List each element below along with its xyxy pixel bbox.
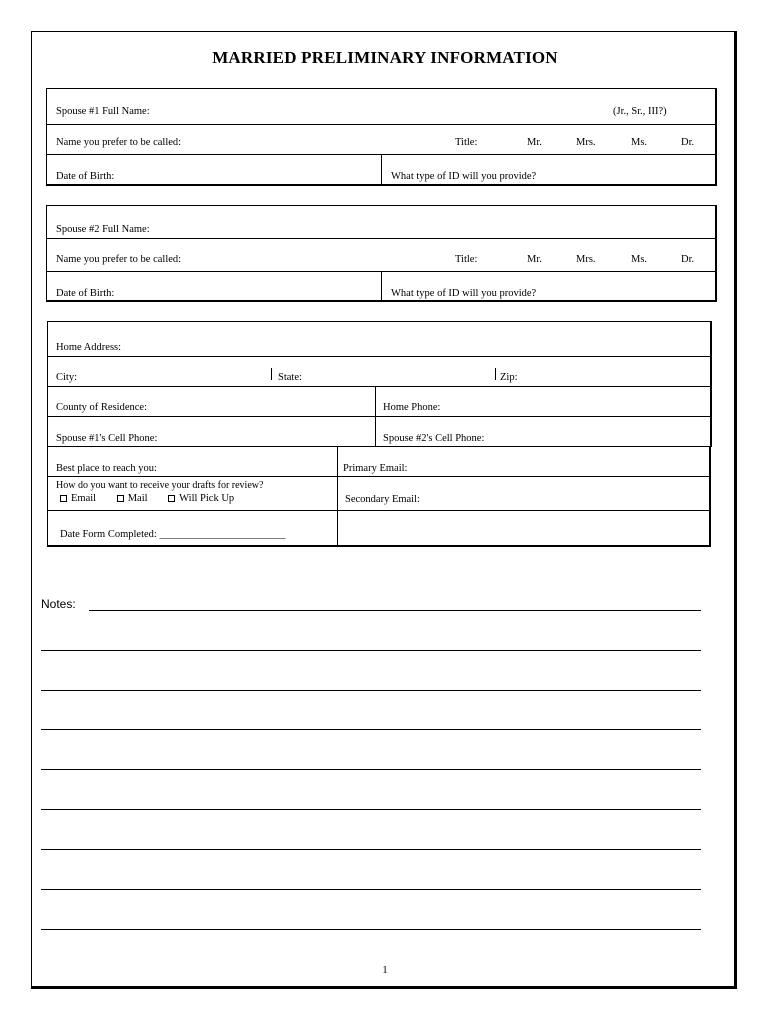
email-checkbox[interactable] bbox=[60, 495, 67, 502]
notes-line[interactable] bbox=[41, 889, 701, 890]
spouse2-dob-label[interactable]: Date of Birth: bbox=[56, 288, 115, 299]
spouse1-cell-label[interactable]: Spouse #1's Cell Phone: bbox=[56, 433, 158, 444]
spouse2-title-dr[interactable]: Dr. bbox=[681, 254, 695, 265]
home-address-label[interactable]: Home Address: bbox=[56, 342, 122, 353]
zip-label[interactable]: Zip: bbox=[500, 372, 518, 383]
spouse1-title-label: Title: bbox=[455, 137, 478, 148]
notes-line[interactable] bbox=[41, 849, 701, 850]
notes-line[interactable] bbox=[41, 690, 701, 691]
home-phone-label[interactable]: Home Phone: bbox=[383, 402, 441, 413]
city-label[interactable]: City: bbox=[56, 372, 78, 383]
spouse1-full-name-label: Spouse #1 Full Name: bbox=[56, 106, 150, 117]
page-number: 1 bbox=[382, 964, 388, 976]
notes-label: Notes: bbox=[41, 597, 76, 611]
spouse1-suffix-hint: (Jr., Sr., III?) bbox=[613, 106, 667, 117]
spouse1-preferred-name-label[interactable]: Name you prefer to be called: bbox=[56, 137, 182, 148]
state-label[interactable]: State: bbox=[278, 372, 302, 383]
spouse2-full-name-label[interactable]: Spouse #2 Full Name: bbox=[56, 224, 150, 235]
notes-line[interactable] bbox=[41, 929, 701, 930]
spouse1-section bbox=[46, 88, 717, 186]
spouse2-id-type-label[interactable]: What type of ID will you provide? bbox=[391, 288, 537, 299]
spouse2-title-mrs[interactable]: Mrs. bbox=[576, 254, 596, 265]
drafts-question-label: How do you want to receive your drafts for review? bbox=[56, 480, 264, 491]
secondary-email-label[interactable]: Secondary Email: bbox=[345, 494, 420, 505]
spouse1-title-ms[interactable]: Ms. bbox=[631, 137, 648, 148]
notes-line[interactable] bbox=[89, 610, 701, 611]
spouse2-title-mr[interactable]: Mr. bbox=[527, 254, 542, 265]
notes-line[interactable] bbox=[41, 769, 701, 770]
spouse1-title-mrs[interactable]: Mrs. bbox=[576, 137, 596, 148]
date-completed-label[interactable]: Date Form Completed: ________________________ bbox=[60, 529, 286, 540]
notes-line[interactable] bbox=[41, 729, 701, 730]
draft-option-email[interactable]: Email bbox=[60, 493, 96, 504]
draft-option-pickup[interactable]: Will Pick Up bbox=[168, 493, 234, 504]
spouse1-title-dr[interactable]: Dr. bbox=[681, 137, 695, 148]
spouse1-title-mr[interactable]: Mr. bbox=[527, 137, 542, 148]
draft-option-mail[interactable]: Mail bbox=[117, 493, 148, 504]
spouse2-title-ms[interactable]: Ms. bbox=[631, 254, 648, 265]
address-section bbox=[47, 321, 712, 447]
contact-section bbox=[47, 446, 711, 547]
spouse2-preferred-name-label[interactable]: Name you prefer to be called: bbox=[56, 254, 182, 265]
spouse1-id-type-label[interactable]: What type of ID will you provide? bbox=[391, 171, 537, 182]
spouse2-section bbox=[46, 205, 717, 302]
pickup-checkbox[interactable] bbox=[168, 495, 175, 502]
spouse2-title-label: Title: bbox=[455, 254, 478, 265]
form-title: MARRIED PRELIMINARY INFORMATION bbox=[212, 48, 558, 67]
notes-line[interactable] bbox=[41, 650, 701, 651]
primary-email-label[interactable]: Primary Email: bbox=[343, 463, 408, 474]
county-label[interactable]: County of Residence: bbox=[56, 402, 147, 413]
mail-checkbox[interactable] bbox=[117, 495, 124, 502]
draft-options bbox=[60, 493, 252, 505]
spouse2-cell-label[interactable]: Spouse #2's Cell Phone: bbox=[383, 433, 485, 444]
spouse1-dob-label[interactable]: Date of Birth: bbox=[56, 171, 115, 182]
best-place-label[interactable]: Best place to reach you: bbox=[56, 463, 157, 474]
notes-line[interactable] bbox=[41, 809, 701, 810]
